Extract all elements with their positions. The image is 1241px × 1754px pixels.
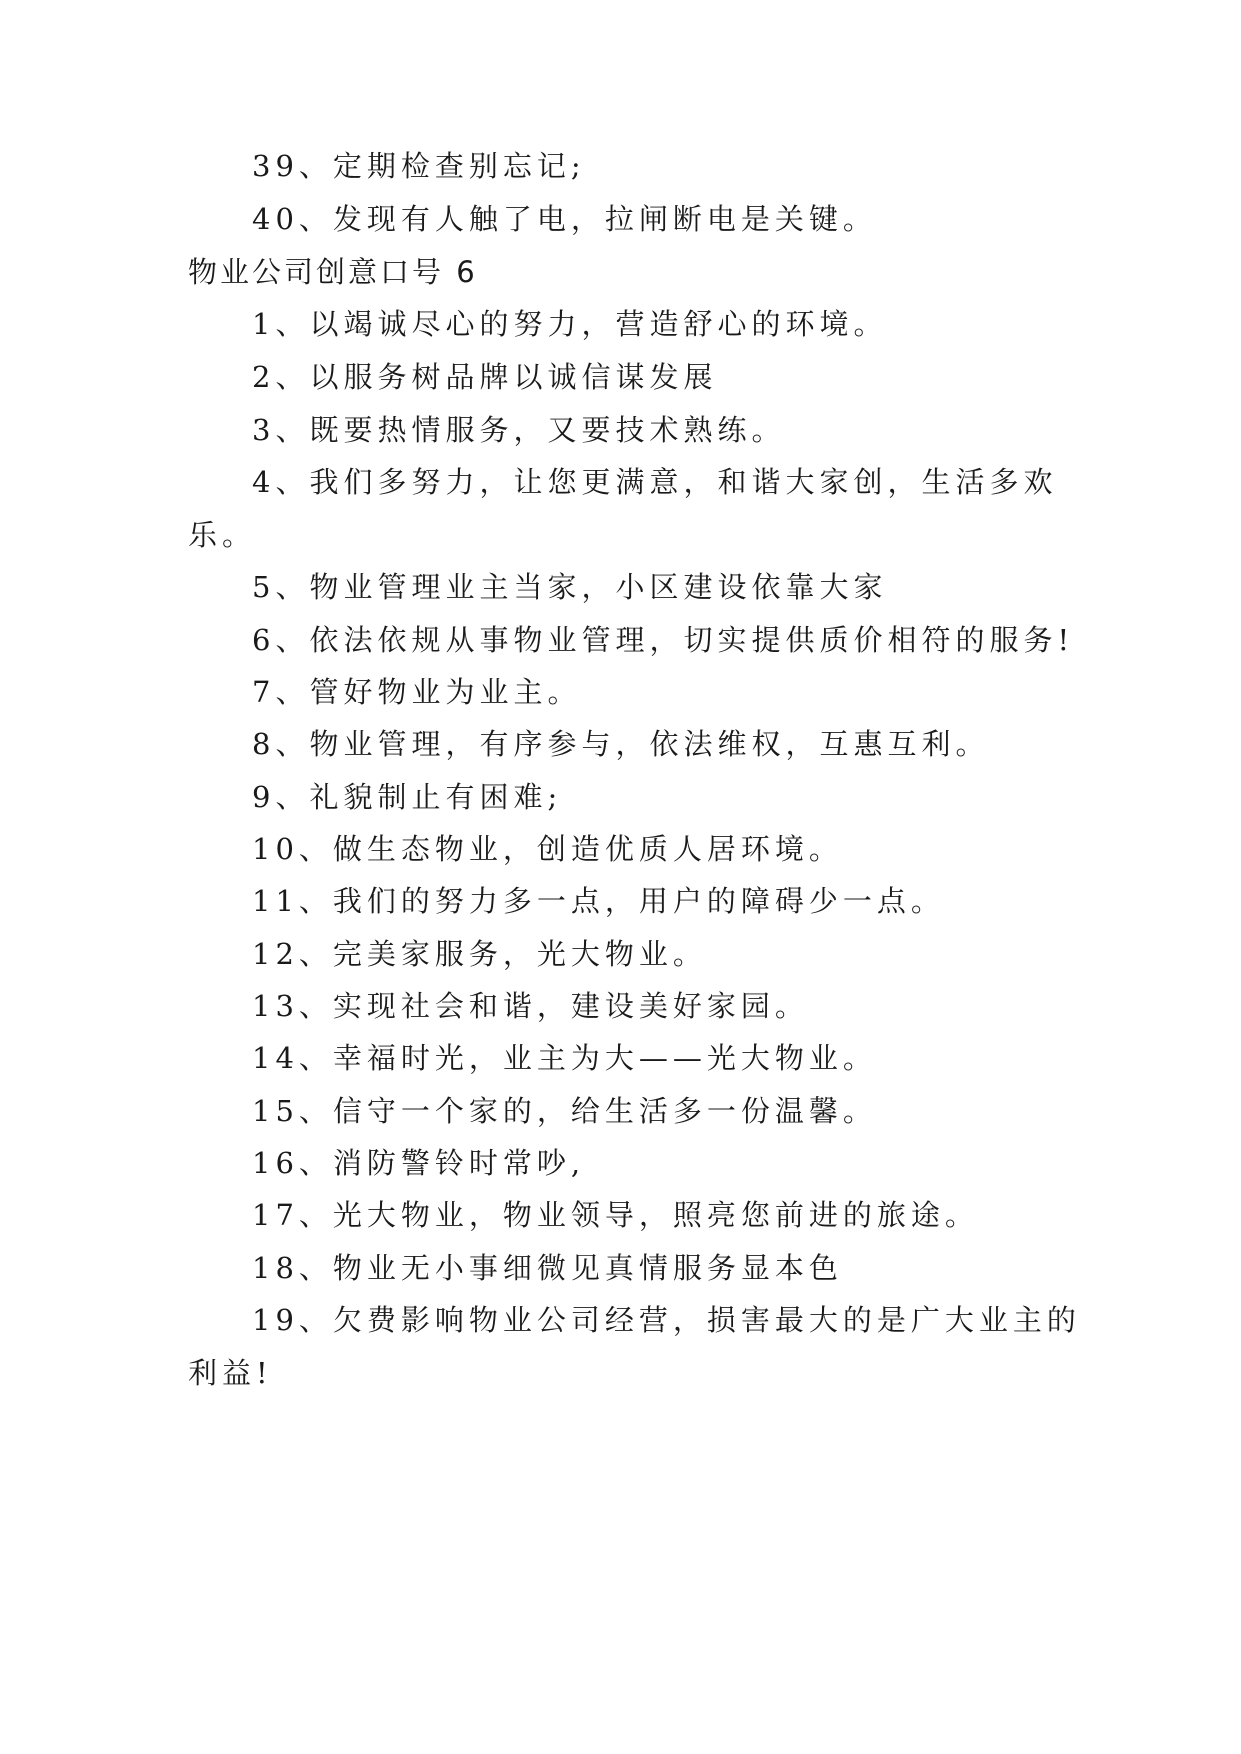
- list-item: 1、以竭诚尽心的努力，营造舒心的环境。: [252, 307, 888, 341]
- list-item: 9、礼貌制止有困难;: [252, 780, 563, 814]
- list-item: 10、做生态物业，创造优质人居环境。: [252, 832, 843, 866]
- list-item: 4、我们多努力，让您更满意，和谐大家创，生活多欢: [252, 465, 1058, 499]
- list-item: 8、物业管理，有序参与，依法维权，互惠互利。: [252, 727, 990, 761]
- list-item: 15、信守一个家的，给生活多一份温馨。: [252, 1094, 877, 1128]
- list-item: 6、依法依规从事物业管理，切实提供质价相符的服务!: [252, 623, 1075, 657]
- list-item: 7、管好物业为业主。: [252, 675, 582, 709]
- list-item: 13、实现社会和谐，建设美好家园。: [252, 989, 809, 1023]
- list-item: 12、完美家服务，光大物业。: [252, 937, 707, 971]
- section-title: 物业公司创意口号 6: [188, 255, 478, 289]
- list-item: 11、我们的努力多一点，用户的障碍少一点。: [252, 884, 945, 918]
- list-item: 18、物业无小事细微见真情服务显本色: [252, 1251, 843, 1285]
- list-item-continuation: 利益!: [188, 1356, 273, 1390]
- list-item: 2、以服务树品牌以诚信谋发展: [252, 360, 718, 394]
- list-item: 14、幸福时光，业主为大——光大物业。: [252, 1041, 877, 1075]
- list-item: 3、既要热情服务，又要技术熟练。: [252, 413, 786, 447]
- list-item: 17、光大物业，物业领导，照亮您前进的旅途。: [252, 1198, 979, 1232]
- list-item: 5、物业管理业主当家，小区建设依靠大家: [252, 570, 888, 604]
- list-item: 40、发现有人触了电，拉闸断电是关键。: [252, 202, 877, 236]
- list-item: 19、欠费影响物业公司经营，损害最大的是广大业主的: [252, 1303, 1081, 1337]
- list-item: 39、定期检查别忘记;: [252, 149, 586, 183]
- list-item-continuation: 乐。: [188, 518, 257, 552]
- list-item: 16、消防警铃时常吵,: [252, 1146, 586, 1180]
